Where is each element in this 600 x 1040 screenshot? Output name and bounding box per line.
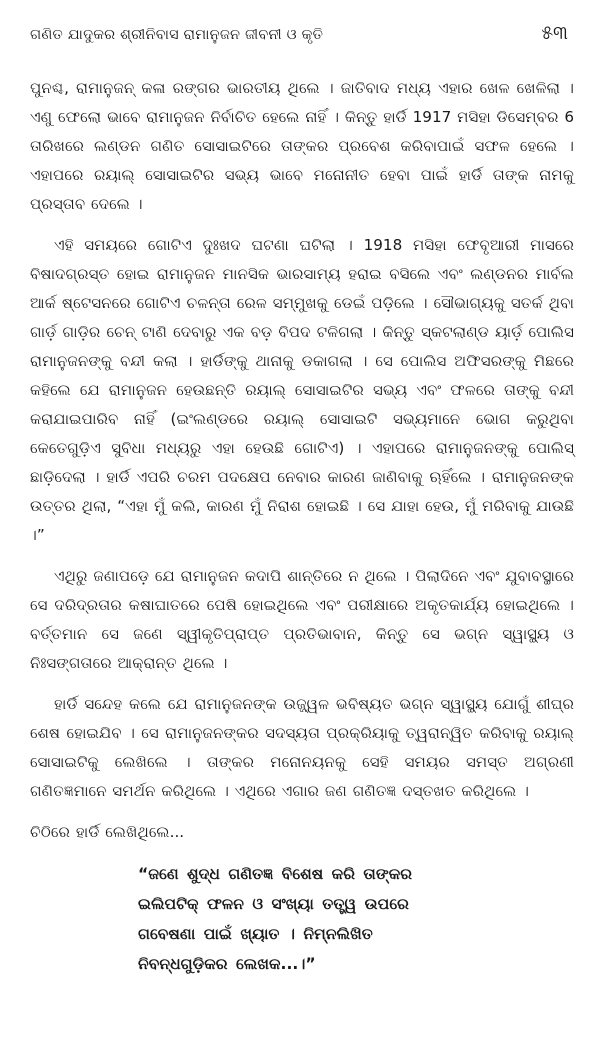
quote-line: ଗବେଷଣା ପାଇଁ ଖ୍ୟାତ । ନିମ୍ନଲିଖିତ xyxy=(138,925,373,943)
page-number: ୫୩ xyxy=(541,22,568,44)
running-header xyxy=(30,22,574,52)
quote-line: ନିବନ୍ଧଗୁଡ଼ିକର ଲେଖକ...।” xyxy=(138,955,316,973)
block-quote xyxy=(138,859,574,979)
paragraph-hardship: ଏଥିରୁ ଜଣାପଡ଼େ ଯେ ରାମାନୁଜନ କଦାପି ଶାନ୍ତିରେ ନ ଥିଲେ । ପିଲାଦିନେ ଏବଂ ଯୁବାବସ୍ଥାରେ ସେ ଦରିଦ୍ରତାର କଷାଘାତରେ ପେଷି ହୋଇଥିଲେ ଏବଂ ପରୀକ୍ଷାରେ ଅକୃତକାର୍ଯ୍ୟ ହୋଇଥିଲେ । ବର୍ତ୍ତମାନ ସେ ଜଣେ ସ୍ୱୀକୃତିପ୍ରାପ୍ତ ପ୍ରତିଭାବାନ, କିନ୍ତୁ ସେ ଭଗ୍ନ ସ୍ୱାସ୍ଥ୍ୟ ଓ ନିଃସଙ୍ଗତାରେ ଆକ୍ରାନ୍ତ ଥିଲେ । xyxy=(30,567,574,672)
paragraph-train-incident: ଏହି ସମୟରେ ଗୋଟିଏ ଦୁଃଖଦ ଘଟଣା ଘଟିଲା । 1918 ମସିହା ଫେବୃଆରୀ ମାସରେ ବିଷାଦଗ୍ରସ୍ତ ହୋଇ ରାମାନୁଜନ ମାନସିକ ଭାରସାମ୍ୟ ହରାଇ ବସିଲେ ଏବଂ ଲଣ୍ଡନର ମାର୍ବଲ ଆର୍କ ଷ୍ଟେସନରେ ଗୋଟିଏ ଚଳନ୍ତା ରେଳ ସମ୍ମୁଖକୁ ଡେଇଁ ପଡ଼ିଲେ । ସୌଭାଗ୍ୟକୁ ସତର୍କ ଥିବା ଗାର୍ଡ଼ ଗାଡ଼ିର ଚେନ୍ ଟାଣି ଦେବାରୁ ଏକ ବଡ଼ ବିପଦ ଟଳିଗଲା । କିନ୍ତୁ ସ୍କଟଲାଣ୍ଡ ୟାର୍ଡ଼ ପୋଲିସ ରାମାନୁଜନଙ୍କୁ ବନ୍ଦୀ କଲା । ହାର୍ଡିଙ୍କୁ ଥାନାକୁ ଡକାଗଲା । ସେ ପୋଲିସ ଅଫିସରଙ୍କୁ ମିଛରେ କହିଲେ ଯେ ରାମାନୁଜନ ହେଉଛନ୍ତି ରୟାଲ୍ ସୋସାଇଟିର ସଭ୍ୟ ଏବଂ ଫଳରେ ତାଙ୍କୁ ବନ୍ଦୀ କରାଯାଇପାରିବ ନାହିଁ (ଇଂଲଣ୍ଡରେ ରୟାଲ୍ ସୋସାଇଟି ସଭ୍ୟମାନେ ଭୋଗ କରୁଥିବା କେତେଗୁଡ଼ିଏ ସୁବିଧା ମଧ୍ୟରୁ ଏହା ହେଉଛି ଗୋଟିଏ) । ଏହାପରେ ରାମାନୁଜନଙ୍କୁ ପୋଲିସ୍ ଛାଡ଼ିଦେଲା । ହାର୍ଡି ଏପରି ଚରମ ପଦକ୍ଷେପ ନେବାର କାରଣ ଜାଣିବାକୁ ଋହିଁଲେ । ରାମାନୁଜନଙ୍କ ଉତ୍ତର ଥିଲା, “ଏହା ମୁଁ କଲି, କାରଣ ମୁଁ ନିରାଶ ହୋଇଛି । ସେ ଯାହା ହେଉ, ମୁଁ ମରିବାକୁ ଯାଉଛି ।” xyxy=(30,236,574,544)
letter-intro: ଚିଠିରେ ହାର୍ଡି ଲେଖିଥିଲେ... xyxy=(30,823,185,841)
quote-line: ଇଲିପଟିକ୍ ଫଳନ ଓ ସଂଖ୍ୟା ତତ୍ତ୍ୱ ଉପରେ xyxy=(138,895,409,913)
body-text xyxy=(30,74,574,979)
paragraph-continuation: ପୁନଶ୍ଚ, ରାମାନୁଜନ୍ କଳା ରଙ୍ଗର ଭାରତୀୟ ଥିଲେ । ଜାତିବାଦ ମଧ୍ୟ ଏହାର ଖେଳ ଖେଳିଲା । ଏଣୁ ଫେଲୋ ଭାବେ ରାମାନୁଜନ ନିର୍ବାଚିତ ହେଲେ ନାହିଁ । କିନ୍ତୁ ହାର୍ଡି 1917 ମସିହା ଡିସେମ୍ବର 6 ତାରିଖରେ ଲଣ୍ଡନ ଗଣିତ ସୋସାଇଟିରେ ତାଙ୍କର ପ୍ରବେଶ କରିବାପାଇଁ ସଫଳ ହେଲେ । ଏହାପରେ ରୟାଲ୍ ସୋସାଇଟିର ସଭ୍ୟ ଭାବେ ମନୋନୀତ ହେବା ପାଇଁ ହାର୍ଡି ତାଙ୍କ ନାମକୁ ପ୍ରସ୍ତାବ ଦେଲେ । xyxy=(30,79,574,213)
quote-line: “ଜଣେ ଶୁଦ୍ଧ ଗଣିତଜ୍ଞ ବିଶେଷ କରି ତାଙ୍କର xyxy=(138,865,413,883)
running-title: ଗଣିତ ଯାଦୁକର ଶ୍ରୀନିବାସ ରାମାନୁଜନ ଜୀବନୀ ଓ କୃତି xyxy=(30,27,324,43)
paragraph-nomination: ହାର୍ଡି ସନ୍ଦେହ କଲେ ଯେ ରାମାନୁଜନଙ୍କ ଉଜ୍ଜ୍ୱଳ ଭବିଷ୍ୟତ ଭଗ୍ନ ସ୍ୱାସ୍ଥ୍ୟ ଯୋଗୁଁ ଶୀଘ୍ର ଶେଷ ହୋଇଯିବ । ସେ ରାମାନୁଜନଙ୍କର ସଦସ୍ୟତା ପ୍ରକ୍ରିୟାକୁ ତ୍ୱରାନ୍ୱିତ କରିବାକୁ ରୟାଲ୍ ସୋସାଇଟିକୁ ଲେଖିଲେ । ତାଙ୍କର ମନୋନୟନକୁ ସେହି ସମୟର ସମସ୍ତ ଅଗ୍ରଣୀ ଗଣିତଜ୍ଞମାନେ ସମର୍ଥନ କରିଥିଲେ । ଏଥିରେ ଏଗାର ଜଣ ଗଣିତଜ୍ଞ ଦସ୍ତଖତ କରିଥିଲେ । xyxy=(30,695,574,800)
